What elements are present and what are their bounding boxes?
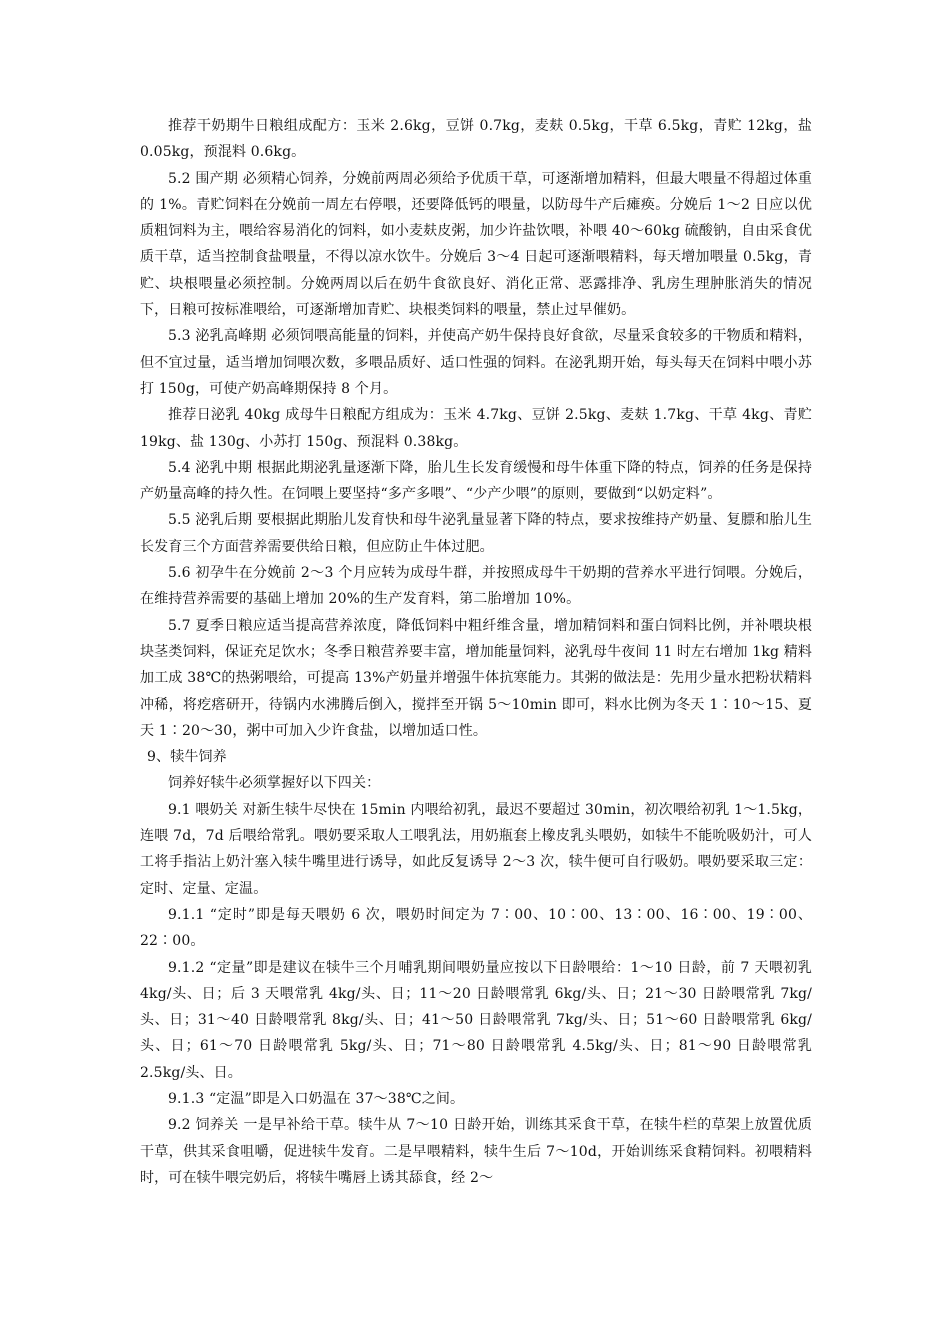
- paragraph-5-3-peak-lactation: 5.3 泌乳高峰期 必须饲喂高能量的饲料，并使高产奶牛保持良好食欲，尽量采食较多的干物质和精料，但不宜过量，适当增加饲喂次数，多喂品质好、适口性强的饲料。在泌乳期开始，每头每天在饲料中喂小苏打 150g，可使产奶高峰期保持 8 个月。: [140, 328, 812, 397]
- paragraph-dry-period-formula: 推荐干奶期牛日粮组成配方：玉米 2.6kg，豆饼 0.7kg，麦麸 0.5kg，干草 6.5kg，青贮 12kg，盐 0.05kg，预混料 0.6kg。: [140, 118, 812, 161]
- paragraph-lactation-formula: 推荐日泌乳 40kg 成母牛日粮配方组成为：玉米 4.7kg、豆饼 2.5kg、麦麸 1.7kg、干草 4kg、青贮 19kg、盐 130g、小苏打 150g、预混料 0.38kg。: [140, 407, 812, 450]
- paragraph-9-1-3-temperature: 9.1.3 “定温”即是入口奶温在 37～38℃之间。: [168, 1090, 465, 1107]
- document-page: [140, 113, 812, 1191]
- paragraph-5-5-late-lactation: 5.5 泌乳后期 要根据此期胎儿发育快和母牛泌乳量显著下降的特点，要求按维持产奶量、复膘和胎儿生长发育三个方面营养需要供给日粮，但应防止牛体过肥。: [140, 512, 812, 555]
- paragraph-9-1-1-timing: 9.1.1 “定时”即是每天喂奶 6 次，喂奶时间定为 7∶00、10∶00、13∶00、16∶00、19∶00、22∶00。: [140, 906, 812, 950]
- section-heading-calf-feeding: 9、犊牛饲养: [147, 749, 227, 766]
- paragraph-5-6-heifer: 5.6 初孕牛在分娩前 2～3 个月应转为成母牛群，并按照成母牛干奶期的营养水平进行饲喂。分娩后，在维持营养需要的基础上增加 20%的生产发育料，第二胎增加 10%。: [140, 565, 812, 608]
- paragraph-9-1-2-quantity: 9.1.2 “定量”即是建议在犊牛三个月哺乳期间喂奶量应按以下日龄喂给：1～10 日龄，前 7 天喂初乳 4kg/头、日；后 3 天喂常乳 4kg/头、日；11～20 日龄喂常乳 6kg/头、日；21～30 日龄喂常乳 7kg/头、日；31～40 日龄喂常乳 8kg/头、日；41～50 日龄喂常乳 7kg/头、日；51～60 日龄喂常乳 6kg/头、日；61～70 日龄喂常乳 5kg/头、日；71～80 日龄喂常乳 4.5kg/头、日；81～90 日龄喂常乳 2.5kg/头、日。: [140, 959, 812, 1081]
- paragraph-5-4-mid-lactation: 5.4 泌乳中期 根据此期泌乳量逐渐下降，胎儿生长发育缓慢和母牛体重下降的特点，饲养的任务是保持产奶量高峰的持久性。在饲喂上要坚持“多产多喂”、“少产少喂”的原则，要做到“以奶定料”。: [140, 459, 812, 503]
- paragraph-9-2-feeding: 9.2 饲养关 一是早补给干草。犊牛从 7～10 日龄开始，训练其采食干草，在犊牛栏的草架上放置优质干草，供其采食咀嚼，促进犊牛发育。二是早喂精料，犊牛生后 7～10d，开始训练采食精饲料。初喂精料时，可在犊牛喂完奶后，将犊牛嘴唇上诱其舔食，经 2～: [140, 1117, 812, 1186]
- paragraph-5-2-perinatal: 5.2 围产期 必须精心饲养，分娩前两周必须给予优质干草，可逐渐增加精料，但最大喂量不得超过体重的 1%。青贮饲料在分娩前一周左右停喂，还要降低钙的喂量，以防母牛产后瘫痪。分娩后 1～2 日应以优质粗饲料为主，喂给容易消化的饲料，如小麦麸皮粥，加少许盐饮喂，补喂 40～60kg 硫酸钠，自由采食优质干草，适当控制食盐喂量，不得以凉水饮牛。分娩后 3～4 日起可逐渐喂精料，每天增加喂量 0.5kg，青贮、块根喂量必须控制。分娩两周以后在奶牛食欲良好、消化正常、恶露排净、乳房生理肿胀消失的情况下，日粮可按标准喂给，可逐渐增加青贮、块根类饲料的喂量，禁止过早催奶。: [140, 170, 812, 319]
- paragraph-9-1-milk-feeding: 9.1 喂奶关 对新生犊牛尽快在 15min 内喂给初乳，最迟不要超过 30min，初次喂给初乳 1～1.5kg，连喂 7d，7d 后喂给常乳。喂奶要采取人工喂乳法，用奶瓶套上橡皮乳头喂奶，如犊牛不能吮吸奶汁，可人工将手指沾上奶汁塞入犊牛嘴里进行诱导，如此反复诱导 2～3 次，犊牛便可自行吸奶。喂奶要采取三定：定时、定量、定温。: [140, 801, 812, 897]
- paragraph-5-7-seasonal: 5.7 夏季日粮应适当提高营养浓度，降低饲料中粗纤维含量，增加精饲料和蛋白饲料比例，并补喂块根块茎类饲料，保证充足饮水；冬季日粮营养要丰富，增加能量饲料，泌乳母牛夜间 11 时左右增加 1kg 精料加工成 38℃的热粥喂给，可提高 13%产奶量并增强牛体抗寒能力。其粥的做法是：先用少量水把粉状精料冲稀，将疙瘩研开，待锅内水沸腾后倒入，搅拌至开锅 5～10min 即可，料水比例为冬天 1∶10～15、夏天 1∶20～30，粥中可加入少许食盐，以增加适口性。: [140, 617, 812, 739]
- paragraph-four-key-points: 饲养好犊牛必须掌握好以下四关：: [168, 775, 381, 792]
